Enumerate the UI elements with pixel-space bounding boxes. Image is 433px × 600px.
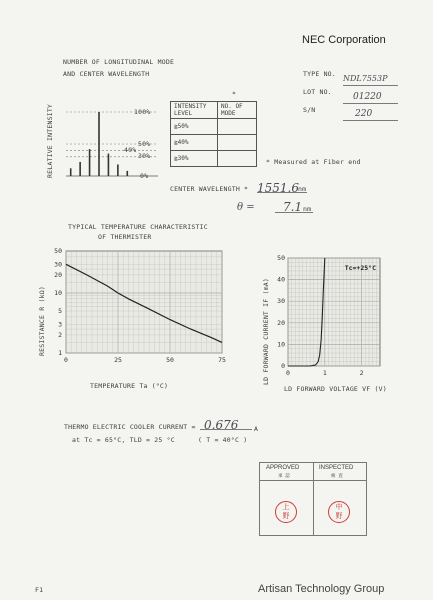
thermistor-xlabel: TEMPERATURE Ta (°C) xyxy=(90,382,169,390)
thermistor-ytick: 5 xyxy=(58,307,62,316)
thermistor-xtick: 75 xyxy=(218,356,226,364)
theta-value: 7.1 xyxy=(283,200,303,214)
measured-note: * Measured at Fiber end xyxy=(266,158,361,166)
seal1-bottom: 野 xyxy=(282,512,290,520)
thermistor-ytick: 50 xyxy=(54,247,62,255)
spectrum-title-2: AND CENTER WAVELENGTH xyxy=(63,70,150,78)
thermistor-title-1: TYPICAL TEMPERATURE CHARACTERISTIC xyxy=(68,223,208,231)
intensity-table xyxy=(170,101,257,167)
seal2-top: 中 xyxy=(335,503,343,511)
forward-ytick: 50 xyxy=(277,254,285,262)
approved-label: APPROVED xyxy=(266,465,300,471)
inspected-seal xyxy=(328,501,350,523)
theta-unit: nm xyxy=(303,205,312,213)
table-row-50: ≧50% xyxy=(171,119,218,135)
company-name: NEC Corporation xyxy=(302,34,386,46)
forward-annotation: Tc=+25°C xyxy=(344,264,376,272)
thermistor-ytick: 2 xyxy=(58,330,62,339)
tec-unit: A xyxy=(254,425,259,433)
type-no-value: NDL7553P xyxy=(343,74,388,83)
center-wavelength-value: 1551.6 xyxy=(257,181,299,195)
thermistor-ylabel: RESISTANCE R (kΩ) xyxy=(38,286,46,356)
forward-ytick: 20 xyxy=(277,318,285,327)
table-row-30: ≧30% xyxy=(171,151,218,167)
spectrum-level-50: 50% xyxy=(138,140,151,148)
thermistor-xtick: 50 xyxy=(166,356,174,364)
forward-ytick: 10 xyxy=(277,340,285,349)
spectrum-level-0: 0% xyxy=(140,172,149,180)
center-wavelength-unit: nm xyxy=(298,185,307,193)
spectrum-level-30: 30% xyxy=(138,152,151,160)
stamp-box xyxy=(259,462,367,536)
forward-ytick: 30 xyxy=(277,297,285,306)
type-no-label: TYPE NO. xyxy=(303,70,336,78)
table-header-modes: NO. OF MODE xyxy=(218,102,257,119)
thermistor-ytick: 1 xyxy=(58,349,62,357)
sn-field xyxy=(343,101,398,121)
tec-conditions-paren: ( T = 40°C ) xyxy=(198,436,248,444)
lot-no-value: 01220 xyxy=(353,92,382,102)
spectrum-title-1: NUMBER OF LONGITUDINAL MODE xyxy=(63,58,175,66)
thermistor-ytick: 3 xyxy=(58,320,62,329)
thermistor-ytick: 10 xyxy=(54,288,62,297)
forward-ylabel: LD FORWARD CURRENT IF (mA) xyxy=(262,278,270,385)
seal2-bottom: 野 xyxy=(335,512,343,520)
forward-ytick: 0 xyxy=(281,362,285,370)
stamp-divider-v xyxy=(313,463,314,535)
forward-xtick: 1 xyxy=(322,369,327,377)
approved-jp: 承 認 xyxy=(278,474,290,479)
type-no-field xyxy=(343,66,398,86)
forward-ytick: 40 xyxy=(277,275,285,284)
forward-xtick: 0 xyxy=(286,369,290,377)
forward-plot-area xyxy=(288,258,380,366)
thermistor-chart xyxy=(40,245,240,380)
table-row-50-value xyxy=(218,119,257,135)
tec-field xyxy=(200,414,252,430)
spectrum-level-100: 100% xyxy=(134,108,151,116)
forward-xtick: 2 xyxy=(359,369,364,377)
page-code: F1 xyxy=(35,586,44,594)
spectrum-ylabel: RELATIVE INTENSITY xyxy=(46,103,54,178)
table-row-30-value xyxy=(218,151,257,167)
tec-conditions: at Tc = 65°C, TLD = 25 °C xyxy=(72,436,175,444)
spectrum-level-40: 40% xyxy=(124,146,137,154)
table-row-40-value xyxy=(218,135,257,151)
tec-value: 0.676 xyxy=(204,418,239,432)
approved-seal xyxy=(275,501,297,523)
table-row-40: ≧40% xyxy=(171,135,218,151)
lot-no-label: LOT NO. xyxy=(303,88,332,96)
seal1-top: 上 xyxy=(282,503,290,511)
thermistor-xtick: 0 xyxy=(64,356,68,364)
center-wavelength-label: CENTER WAVELENGTH * xyxy=(170,185,249,193)
forward-chart xyxy=(270,252,385,382)
thermistor-ytick: 30 xyxy=(54,260,62,269)
inspected-jp: 検 査 xyxy=(331,474,343,479)
sn-value: 220 xyxy=(355,109,373,119)
table-header-intensity: INTENSITY LEVEL xyxy=(171,102,218,119)
thermistor-ytick: 20 xyxy=(54,270,62,279)
table-asterisk: * xyxy=(232,90,237,98)
tec-label: THERMO ELECTRIC COOLER CURRENT = xyxy=(64,423,196,431)
watermark: Artisan Technology Group xyxy=(258,583,385,595)
thermistor-xtick: 25 xyxy=(114,356,122,364)
sn-label: S/N xyxy=(303,106,316,114)
stamp-divider-h xyxy=(260,480,366,481)
inspected-label: INSPECTED xyxy=(319,465,354,471)
forward-xlabel: LD FORWARD VOLTAGE VF (V) xyxy=(284,385,387,393)
thermistor-title-2: OF THERMISTER xyxy=(98,233,152,241)
theta-label: θ = xyxy=(237,202,255,213)
